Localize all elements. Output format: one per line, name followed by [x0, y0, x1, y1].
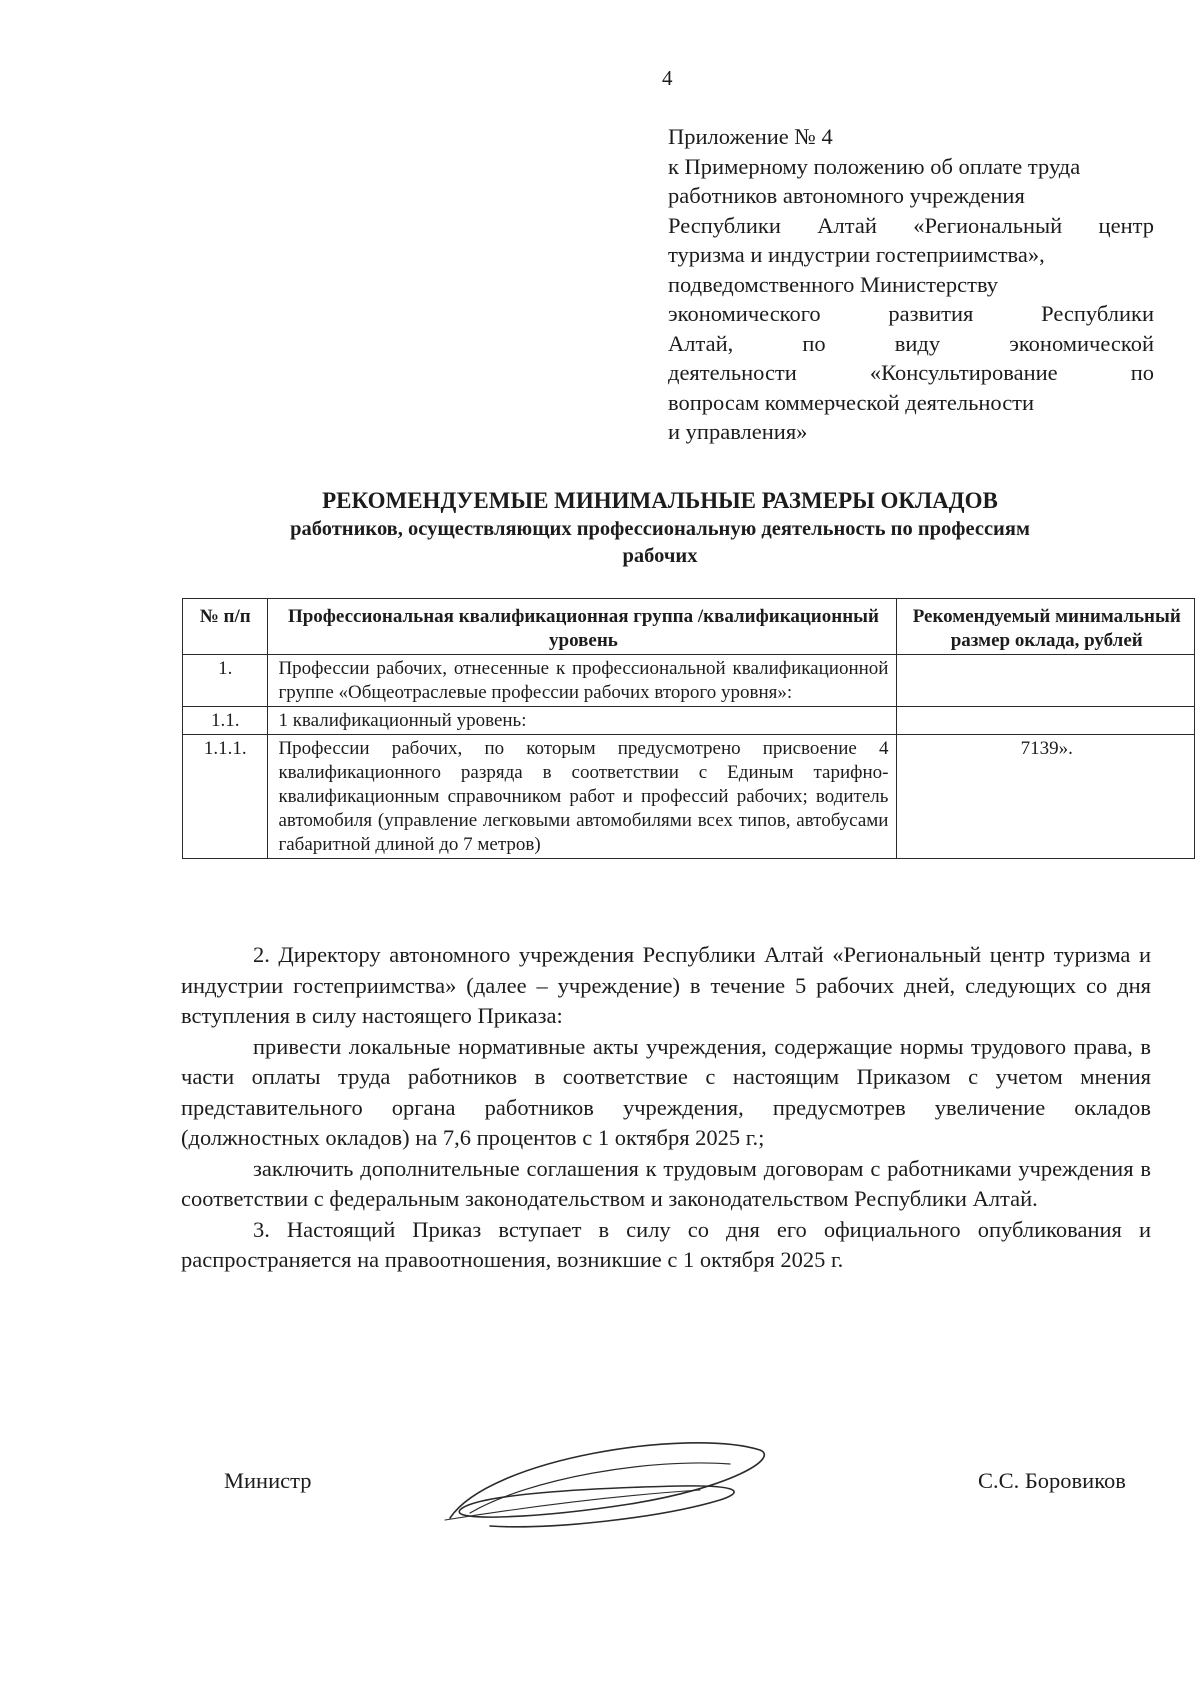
- paragraph-2-item-1: привести локальные нормативные акты учреждения, содержащие нормы трудового права, в части оплаты труда работников в соответствие с настоящим Приказом с учетом мнения представительного органа работников учреждения, предусмотрев увеличение окладов (должностных окладов) на 7,6 процентов с 1 октября 2025 г.;: [181, 1033, 1151, 1150]
- appendix-line: деятельности «Консультирование по: [668, 360, 1154, 385]
- appendix-line: вопросам коммерческой деятельности: [668, 389, 1035, 415]
- row-number: 1.: [183, 655, 268, 707]
- row-number: 1.1.1.: [183, 735, 268, 859]
- body-text: [181, 940, 1151, 1276]
- paragraph-2: 2. Директору автономного учреждения Республики Алтай «Региональный центр туризма и индустрии гостеприимства» (далее – учреждение) в течение 5 рабочих дней, следующих со дня вступления в силу настоящего Приказа:: [181, 942, 1151, 1028]
- document-title: [180, 486, 1140, 570]
- paragraph-3: 3. Настоящий Приказ вступает в силу со дня его официального опубликования и распространяется на правоотношения, возникшие с 1 октября 2025 г.: [181, 1216, 1151, 1272]
- appendix-line: работников автономного учреждения: [668, 183, 1025, 208]
- handwritten-signature: [430, 1418, 780, 1538]
- row-name: Профессии рабочих, по которым предусмотрено присвоение 4 квалификационного разряда в соответствии с Единым тарифно-квалификационным справочником работ и профессий рабочих; водитель автомобиля (управление легковыми автомобилями всех типов, автобусами габаритной длиной до 7 метров): [268, 735, 897, 859]
- appendix-line: туризма и индустрии гостеприимства»,: [668, 242, 1045, 267]
- title-subtitle-line-2: рабочих: [622, 545, 698, 567]
- appendix-line: и управления»: [668, 419, 808, 444]
- header-qualification-group: Профессиональная квалификационная группа /квалификационный уровень: [268, 599, 897, 655]
- page-number: 4: [662, 66, 673, 90]
- row-name: Профессии рабочих, отнесенные к профессиональной квалификационной группе «Общеотраслевые профессии рабочих второго уровня»:: [268, 655, 897, 707]
- signatory-name: С.С. Боровиков: [978, 1468, 1126, 1493]
- appendix-line: к Примерному положению об оплате труда: [668, 153, 1081, 179]
- salary-table: [182, 598, 1195, 859]
- header-number: № п/п: [183, 599, 268, 655]
- header-salary: Рекомендуемый минимальный размер оклада, рублей: [897, 599, 1195, 655]
- signatory-position: Министр: [224, 1468, 312, 1493]
- appendix-line: экономического развития Республики: [668, 301, 1154, 326]
- appendix-line: Алтай, по виду экономической: [668, 330, 1154, 356]
- appendix-line: подведомственного Министерству: [668, 271, 999, 297]
- table-row: [183, 655, 1195, 707]
- row-number: 1.1.: [183, 707, 268, 735]
- row-value: [897, 655, 1195, 707]
- row-name: 1 квалификационный уровень:: [268, 707, 897, 735]
- table-row: [183, 735, 1195, 859]
- table-header-row: [183, 599, 1195, 655]
- row-value: 7139».: [897, 735, 1195, 859]
- appendix-line: Республики Алтай «Региональный центр: [668, 212, 1154, 238]
- paragraph-2-item-2: заключить дополнительные соглашения к трудовым договорам с работниками учреждения в соответствии с федеральным законодательством и законодательством Республики Алтай.: [181, 1155, 1151, 1211]
- table-row: [183, 707, 1195, 735]
- appendix-header: [668, 122, 1154, 447]
- row-value: [897, 707, 1195, 735]
- appendix-line: Приложение № 4: [668, 124, 833, 149]
- title-subtitle-line-1: работников, осуществляющих профессиональную деятельность по профессиям: [290, 518, 1030, 540]
- title-main: РЕКОМЕНДУЕМЫЕ МИНИМАЛЬНЫЕ РАЗМЕРЫ ОКЛАДОВ: [322, 488, 998, 513]
